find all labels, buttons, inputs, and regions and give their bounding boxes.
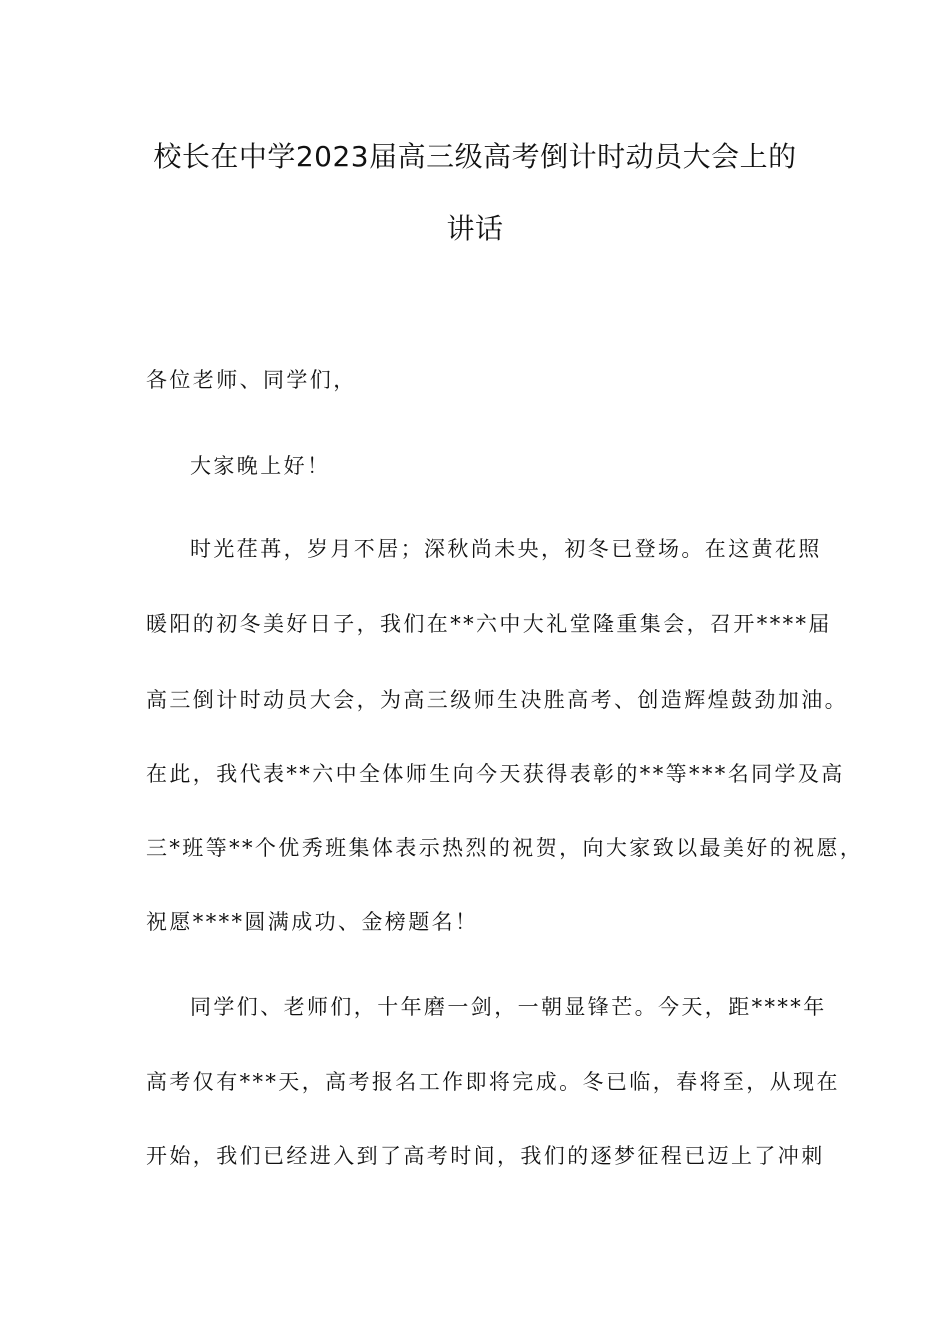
salutation: 各位老师、同学们，: [146, 368, 357, 392]
paragraph-2-line: 开始，我们已经进入到了高考时间，我们的逐梦征程已迈上了冲刺: [146, 1144, 825, 1168]
paragraph-1-line: 高三倒计时动员大会，为高三级师生决胜高考、创造辉煌鼓劲加油。: [146, 688, 848, 712]
document-title-line-2: 讲话: [446, 212, 504, 245]
greeting: 大家晚上好！: [190, 454, 331, 478]
paragraph-1-line: 时光荏苒，岁月不居；深秋尚未央，初冬已登场。在这黄花照: [190, 537, 822, 561]
document-title-line-1: 校长在中学2023届高三级高考倒计时动员大会上的: [153, 140, 797, 173]
paragraph-1-line: 祝愿****圆满成功、金榜题名！: [146, 910, 479, 934]
paragraph-1-line: 在此，我代表**六中全体师生向今天获得表彰的**等***名同学及高: [146, 762, 845, 786]
paragraph-2-line: 同学们、老师们，十年磨一剑，一朝显锋芒。今天，距****年: [190, 995, 827, 1019]
paragraph-1-line: 暖阳的初冬美好日子，我们在**六中大礼堂隆重集会，召开****届: [146, 612, 832, 636]
paragraph-2-line: 高考仅有***天，高考报名工作即将完成。冬已临，春将至，从现在: [146, 1070, 840, 1094]
paragraph-1-line: 三*班等**个优秀班集体表示热烈的祝贺，向大家致以最美好的祝愿，: [146, 836, 864, 860]
